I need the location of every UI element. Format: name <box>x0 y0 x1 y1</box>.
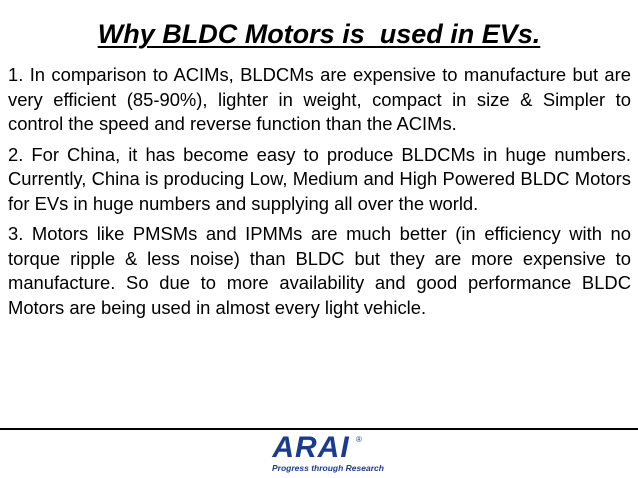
slide-title: Why BLDC Motors is used in EVs. <box>97 19 541 49</box>
paragraph-3: 3. Motors like PMSMs and IPMMs are much better (in efficiency with no torque ripple & less noise) than BLDC but they are more expensive to manufacture. So due to more availability and good performance BLDC Motors are being used in almost every light vehicle. <box>8 223 631 318</box>
slide-body <box>8 63 631 326</box>
footer-divider <box>0 428 638 430</box>
registered-mark: ® <box>356 435 362 444</box>
paragraph-2: 2. For China, it has become easy to produce BLDCMs in huge numbers. Currently, China is producing Low, Medium and High Powered BLDC Motors for EVs in huge numbers and supplying all over the world. <box>8 143 631 214</box>
logo-tagline: Progress through Research <box>272 463 384 473</box>
paragraph-1: 1. In comparison to ACIMs, BLDCMs are expensive to manufacture but are very efficient (85-90%), lighter in weight, compact in size & Simpler to control the speed and reverse function than the ACIMs. <box>8 64 631 134</box>
logo-wordmark: ARAI <box>272 431 350 464</box>
arai-logo <box>262 431 384 475</box>
